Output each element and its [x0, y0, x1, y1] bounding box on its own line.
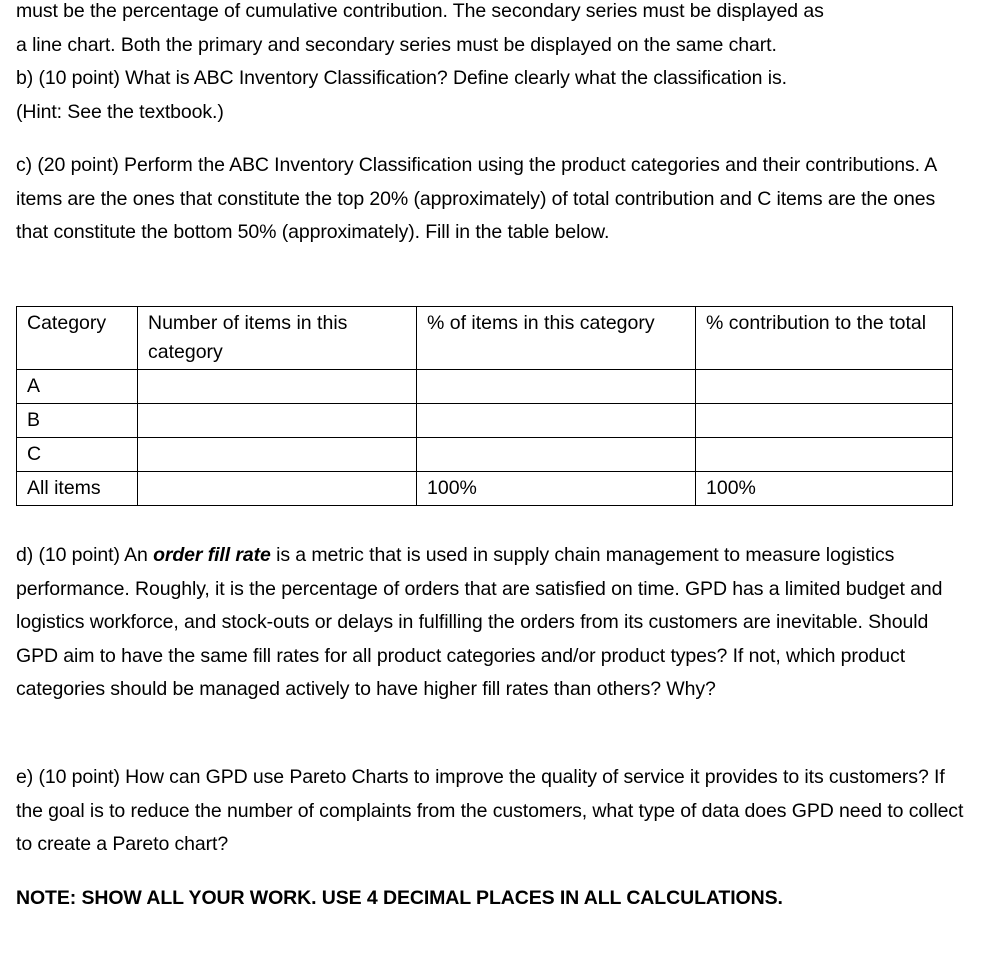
cell-pct-contribution — [696, 404, 953, 438]
cell-pct-items: 100% — [417, 472, 696, 506]
cell-pct-items — [417, 370, 696, 404]
header-pct-contribution: % contribution to the total — [696, 307, 953, 370]
table-header-row — [17, 307, 953, 370]
part-d-text — [16, 539, 966, 707]
part-c — [16, 149, 966, 250]
cell-num-items — [138, 472, 417, 506]
order-fill-rate-term: order fill rate — [153, 544, 271, 566]
intro-and-part-b — [16, 0, 966, 129]
part-c-text: c) (20 point) Perform the ABC Inventory Classification using the product categories and their contributions. A items are the ones that constitute the top 20% (approximately) of total contribution and C items are the ones that constitute the bottom 50% (approximately). Fill in the table below. — [16, 154, 937, 244]
cell-num-items — [138, 404, 417, 438]
cell-num-items — [138, 370, 417, 404]
intro-line-1: must be the percentage of cumulative contribution. The secondary series must be displayed as — [16, 0, 824, 22]
cell-category: A — [17, 370, 138, 404]
cell-pct-contribution: 100% — [696, 472, 953, 506]
cell-pct-items — [417, 404, 696, 438]
part-e — [16, 761, 966, 862]
note-text: NOTE: SHOW ALL YOUR WORK. USE 4 DECIMAL PLACES IN ALL CALCULATIONS. — [16, 887, 783, 909]
table-row — [17, 472, 953, 506]
part-d — [16, 539, 966, 707]
abc-classification-table — [16, 306, 953, 506]
cell-num-items — [138, 438, 417, 472]
part-d-prefix: d) (10 point) An — [16, 544, 154, 566]
cell-pct-contribution — [696, 370, 953, 404]
table-row — [17, 370, 953, 404]
cell-pct-items — [417, 438, 696, 472]
part-d-suffix: is a metric that is used in supply chain management to measure logistics performance. Roughly, it is the percentage of orders that are satisfied on time. GPD has a limited budget and logistics workforce, and stock-outs or delays in fulfilling the orders from its customers are inevitable. Should GPD aim to have the same fill rates for all product categories and/or product types? If not, which product categories should be managed actively to have higher fill rates than others? Why? — [16, 544, 943, 701]
header-pct-items: % of items in this category — [417, 307, 696, 370]
part-b-question: b) (10 point) What is ABC Inventory Classification? Define clearly what the classification is. — [16, 67, 787, 90]
intro-line-2: a line chart. Both the primary and secondary series must be displayed on the same chart. — [16, 33, 777, 56]
table-row — [17, 438, 953, 472]
cell-pct-contribution — [696, 438, 953, 472]
table-row — [17, 404, 953, 438]
cell-category: B — [17, 404, 138, 438]
cell-category: All items — [17, 472, 138, 506]
header-category: Category — [17, 307, 138, 370]
note — [16, 882, 966, 916]
cell-category: C — [17, 438, 138, 472]
part-e-text: e) (10 point) How can GPD use Pareto Charts to improve the quality of service it provides to its customers? If the goal is to reduce the number of complaints from the customers, what type of data does GPD need to collect to create a Pareto chart? — [16, 766, 964, 856]
header-num-items: Number of items in this category — [138, 307, 417, 370]
part-b-hint: (Hint: See the textbook.) — [16, 100, 224, 123]
